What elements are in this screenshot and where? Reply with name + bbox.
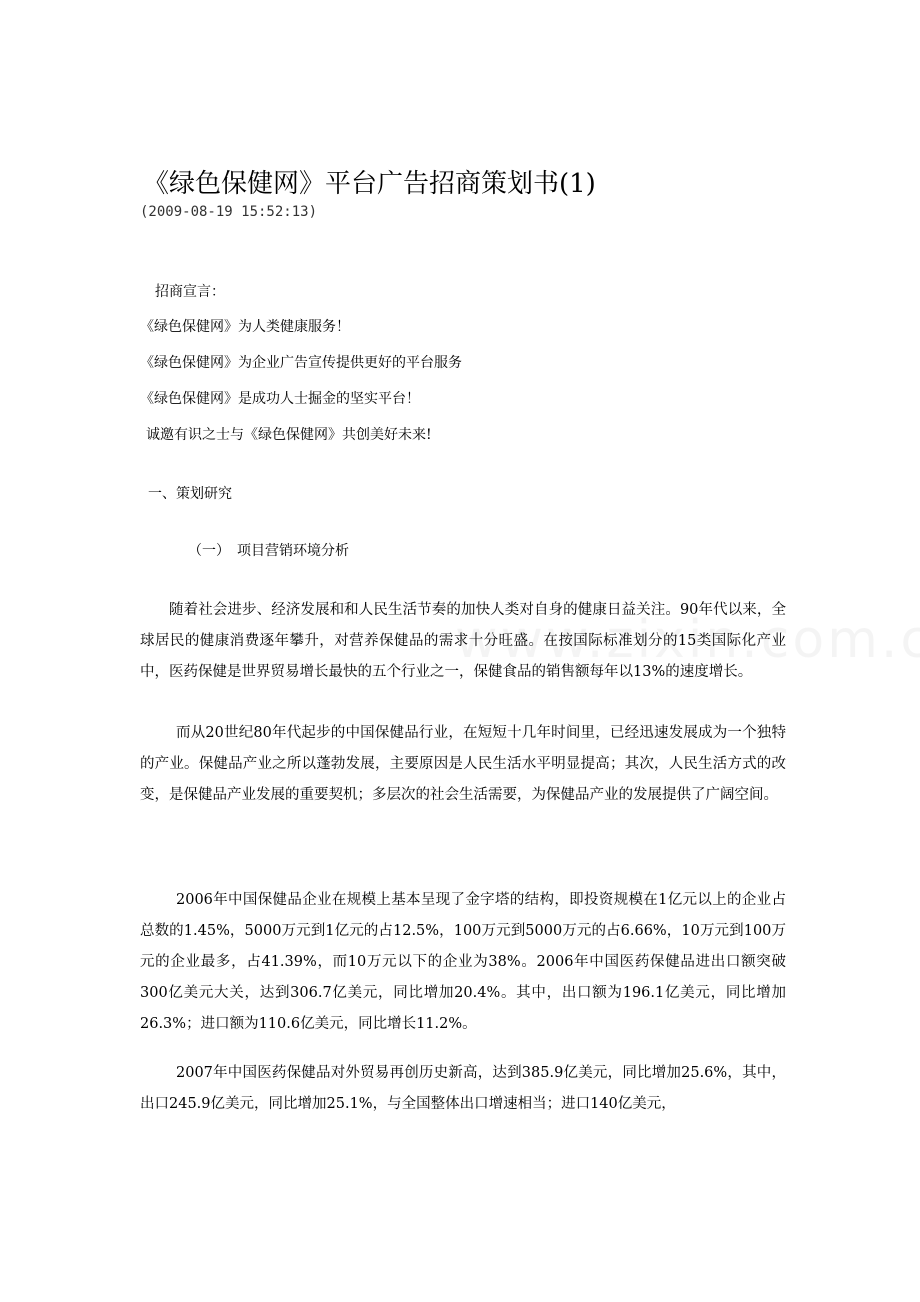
- body-paragraph: 随着社会进步、经济发展和和人民生活节奏的加快人类对自身的健康日益关注。90年代以来，全球居民的健康消费逐年攀升，对营养保健品的需求十分旺盛。在按国际标准划分的15类国际化产业中，医药保健是世界贸易增长最快的五个行业之一，保健食品的销售额每年以13%的速度增长。: [140, 602, 786, 680]
- subsection-heading: （一） 项目营销环境分析: [188, 543, 349, 559]
- declaration-line: 《绿色保健网》为人类健康服务！: [140, 319, 350, 335]
- declaration-heading: 招商宣言：: [155, 284, 225, 300]
- body-paragraph: 而从20世纪80年代起步的中国保健品行业，在短短十几年时间里，已经迅速发展成为一个独特的产业。保健品产业之所以蓬勃发展，主要原因是人民生活水平明显提高；其次，人民生活方式的改变，是保健品产业发展的重要契机；多层次的社会生活需要，为保健品产业的发展提供了广阔空间。: [140, 725, 786, 803]
- document-title: 《绿色保健网》平台广告招商策划书(1): [143, 169, 596, 199]
- declaration-line: 《绿色保健网》为企业广告宣传提供更好的平台服务: [140, 355, 462, 371]
- declaration-line: 《绿色保健网》是成功人士掘金的坚实平台！: [140, 391, 420, 407]
- body-paragraph: 2006年中国保健品企业在规模上基本呈现了金字塔的结构，即投资规模在1亿元以上的企业占总数的1.45%，5000万元到1亿元的占12.5%，100万元到5000万元的占6.66%，10万元到100万元的企业最多，占41.39%，而10万元以下的企业为38%。2006年中国医药保健品进出口额突破300亿美元大关，达到306.7亿美元，同比增加20.4%。其中，出口额为196.1亿美元，同比增加26.3%；进口额为110.6亿美元，同比增长11.2%。: [140, 892, 786, 1032]
- declaration-line: 诚邀有识之士与《绿色保健网》共创美好未来!: [146, 427, 432, 443]
- section-heading: 一、策划研究: [148, 486, 232, 502]
- body-paragraph: 2007年中国医药保健品对外贸易再创历史新高，达到385.9亿美元，同比增加25.6%，其中，出口245.9亿美元，同比增加25.1%，与全国整体出口增速相当；进口140亿美元，: [140, 1065, 786, 1112]
- timestamp: (2009-08-19 15:52:13): [140, 204, 318, 220]
